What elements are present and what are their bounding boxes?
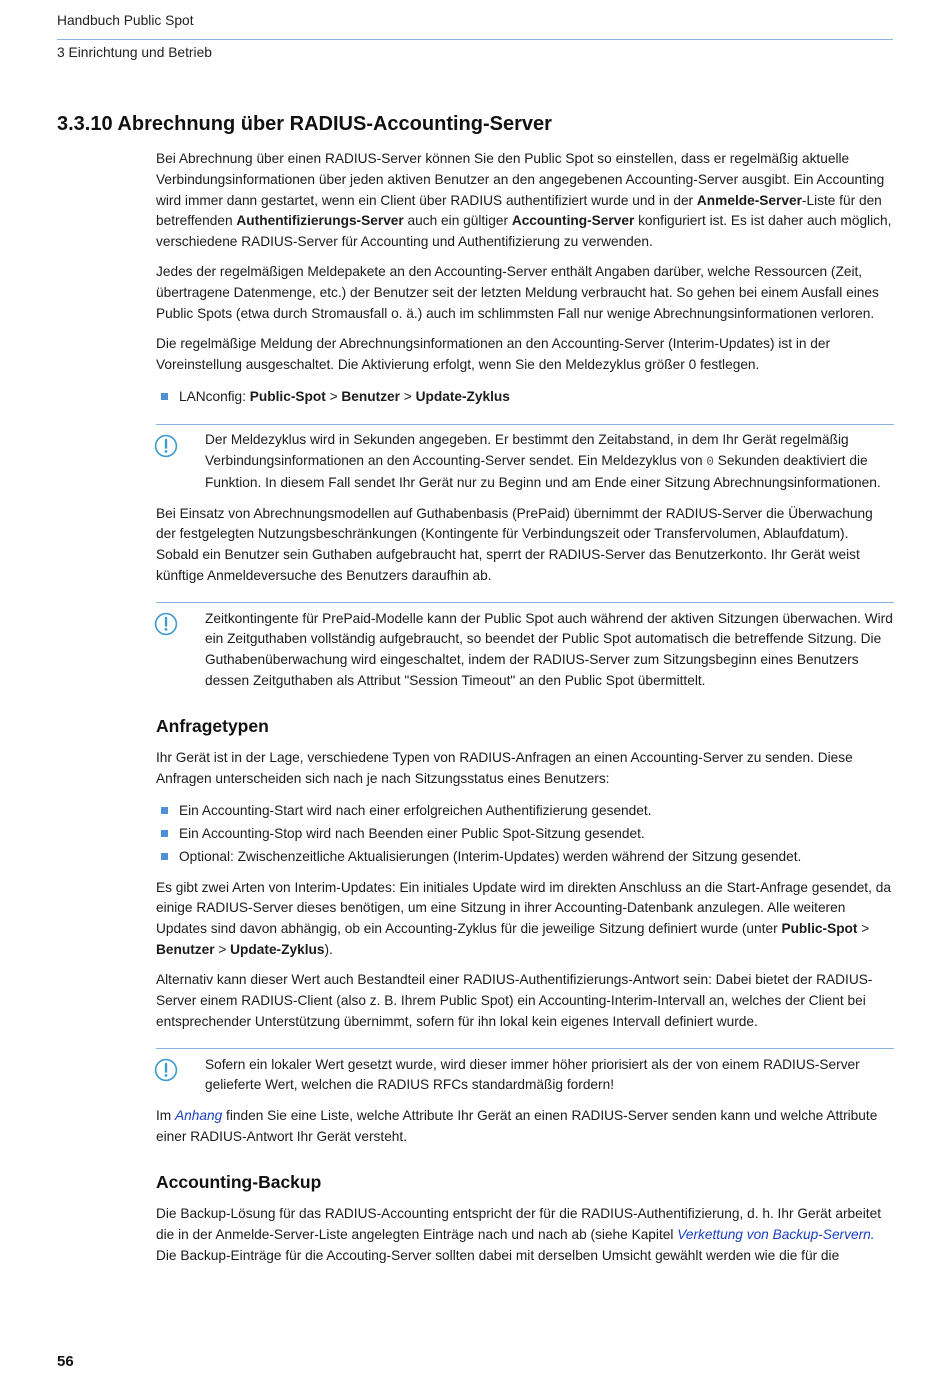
text-run: > (214, 942, 231, 958)
text-run: -Liste für den betreffenden (156, 192, 882, 229)
bold-term: Public-Spot (781, 921, 858, 937)
paragraph-appendix-reference (156, 1106, 894, 1148)
note-text (205, 430, 894, 493)
text-run: Sekunden deaktiviert die Funktion. In diesem Fall sendet Ihr Gerät nur zu Beginn und am Ende einer Sitzung Abrechnungsinformationen. (205, 452, 881, 490)
note-text: Sofern ein lokaler Wert gesetzt wurde, wird dieser immer höher priorisiert als der von einem RADIUS-Server gelieferte Wert, welchen die RADIUS RFCs standardmäßig fordern! (205, 1056, 860, 1093)
note-text: Zeitkontingente für PrePaid-Modelle kann der Public Spot auch während der aktiven Sitzungen überwachen. Wird ein Zeitguthaben vollständig aufgebraucht, so beendet der Public Spot automatisch die betreffende Sitzung. Die Guthabenüberwachung wird eingeschaltet, indem der RADIUS-Server zum Sitzungsbeginn eines Benutzers dessen Zeitguthaben als Attribut "Session Timeout" an den Public Spot übermittelt. (205, 610, 893, 689)
paragraph-accounting-backup (156, 1204, 894, 1266)
request-types-list (156, 799, 894, 868)
text-run: Der Meldezyklus wird in Sekunden angegeben. Er bestimmt den Zeitabstand, in dem Ihr Gerät regelmäßig Verbindungsinformationen an den Accounting-Server sendet. Ein Meldezyklus von (205, 432, 849, 468)
cross-reference-link[interactable]: Anhang (175, 1108, 223, 1124)
running-header-chapter: 3 Einrichtung und Betrieb (57, 45, 212, 60)
bold-term: Benutzer (341, 389, 400, 405)
section-heading: 3.3.10 Abrechnung über RADIUS-Accounting-Server (57, 113, 552, 135)
paragraph-prepaid: Bei Einsatz von Abrechnungsmodellen auf Guthabenbasis (PrePaid) übernimmt der RADIUS-Server die Überwachung der festgelegten Nutzungsbeschränkungen (Kontingente für Verbindungszeit oder Transfervolumen, Ablaufdatum). Sobald ein Benutzer sein Guthaben aufgebraucht hat, sperrt der RADIUS-Server das Benutzerkonto. Ihr Gerät weist künftige Anmeldeversuche des Benutzers daraufhin ab. (156, 505, 873, 583)
list-item: Ein Accounting-Start wird nach einer erfolgreichen Authentifizierung gesendet. (156, 799, 894, 822)
subheading-request-types: Anfragetypen (156, 715, 269, 736)
header-divider (57, 39, 893, 40)
paragraph-interim-updates (156, 878, 894, 961)
subheading-accounting-backup: Accounting-Backup (156, 1171, 322, 1192)
note-box-local-priority (156, 1048, 894, 1096)
paragraph-request-types: Ihr Gerät ist in der Lage, verschiedene Typen von RADIUS-Anfragen an einen Accounting-Server zu senden. Diese Anfragen unterscheiden sich nach je nach Sitzungsstatus eines Benutzers: (156, 750, 853, 787)
list-item: Optional: Zwischenzeitliche Aktualisierungen (Interim-Updates) werden während der Sitzung gesendet. (156, 845, 894, 868)
bold-term: Public-Spot (249, 389, 326, 405)
text-run: > (857, 921, 870, 937)
text-run: auch ein gültiger (403, 213, 512, 229)
text-run: Im (156, 1108, 176, 1124)
list-item: Ein Accounting-Stop wird nach Beenden einer Public Spot-Sitzung gesendet. (156, 822, 894, 845)
bold-term: Update-Zyklus (415, 389, 510, 405)
inline-value: 0 (706, 454, 714, 469)
paragraph-intro (156, 149, 894, 253)
body-content (156, 149, 894, 1276)
bold-term: Update-Zyklus (230, 942, 325, 958)
text-run: Es gibt zwei Arten von Interim-Updates: Ein initiales Update wird im direkten Anschluss an die Start-Anfrage gesendet, da einige RADIUS-Server dieses benötigen, um eine Sitzung in ihrer Accounting-Datenbank anzulegen. Alle weiteren Updates sind davon abhängig, ob ein Accounting-Zyklus für die jeweilige Sitzung definiert wurde (unter (156, 879, 891, 937)
text-run: ). (324, 942, 333, 958)
config-path-list (156, 385, 894, 408)
text-run: > (399, 389, 416, 405)
bold-term: Authentifizierungs-Server (236, 213, 404, 229)
text-run: > (325, 389, 342, 405)
note-box-time-quota (156, 602, 894, 692)
paragraph-interim-interval: Alternativ kann dieser Wert auch Bestandteil einer RADIUS-Authentifizierungs-Antwort sein: Dabei bietet der RADIUS-Server einem RADIUS-Client (also z. B. Ihrem Public Spot) ein Accounting-Interim-Intervall an, welches der Client bei entsprechender Unterstützung übernimmt, sofern für ihn lokal kein eigenes Intervall definiert wurde. (156, 972, 873, 1029)
paragraph-interim-default: Die regelmäßige Meldung der Abrechnungsinformationen an den Accounting-Server (Interim-Updates) ist in der Voreinstellung ausgeschaltet. Die Aktivierung erfolgt, wenn Sie den Meldezyklus größer 0 festlegen. (156, 336, 831, 372)
cross-reference-link[interactable]: Verkettung von Backup-Servern. (677, 1226, 875, 1242)
exclamation-circle-icon (154, 612, 178, 636)
bold-term: Accounting-Server (511, 213, 635, 229)
paragraph-reporting-packets: Jedes der regelmäßigen Meldepakete an den Accounting-Server enthält Angaben darüber, welche Ressourcen (Zeit, übertragene Datenmenge, etc.) der Benutzer seit der letzten Meldung verbraucht hat. So gehen bei einem Ausfall eines Public Spots (etwa durch Stromausfall o. ä.) auch im schlimmsten Fall nur wenige Abrechnungsinformationen verloren. (156, 264, 879, 321)
note-box-reporting-interval (156, 424, 894, 494)
running-header-title: Handbuch Public Spot (57, 13, 194, 28)
text-run: konfiguriert ist. Es ist daher auch möglich, verschiedene RADIUS-Server für Accounting und Authentifizierung zu verwenden. (156, 213, 892, 250)
page-number: 56 (57, 1353, 74, 1370)
bold-term: Anmelde-Server (696, 192, 802, 208)
list-item-config-path (156, 385, 894, 408)
exclamation-circle-icon (154, 1058, 178, 1082)
text-run: Die Backup-Einträge für die Accouting-Server sollten dabei mit derselben Umsicht gewählt werden wie die für die (156, 1247, 840, 1263)
text-run: Die Backup-Lösung für das RADIUS-Accounting entspricht der für die RADIUS-Authentifizierung, d. h. Ihr Gerät arbeitet die in der Anmelde-Server-Liste angelegten Einträge nach und nach ab (siehe Kapitel (156, 1206, 882, 1242)
exclamation-circle-icon (154, 434, 178, 458)
bold-term: Benutzer (156, 942, 215, 958)
text-run: LANconfig: (179, 389, 250, 405)
text-run: Bei Abrechnung über einen RADIUS-Server können Sie den Public Spot so einstellen, dass er regelmäßig aktuelle Verbindungsinformationen über jeden aktiven Benutzer an den angegebenen Accounting-Server ausgibt. Ein Accounting wird immer dann gestartet, wenn ein Client über RADIUS authentifiziert wurde und in der (156, 151, 885, 208)
text-run: finden Sie eine Liste, welche Attribute Ihr Gerät an einen RADIUS-Server senden kann und welche Attribute einer RADIUS-Antwort Ihr Gerät versteht. (156, 1108, 878, 1144)
